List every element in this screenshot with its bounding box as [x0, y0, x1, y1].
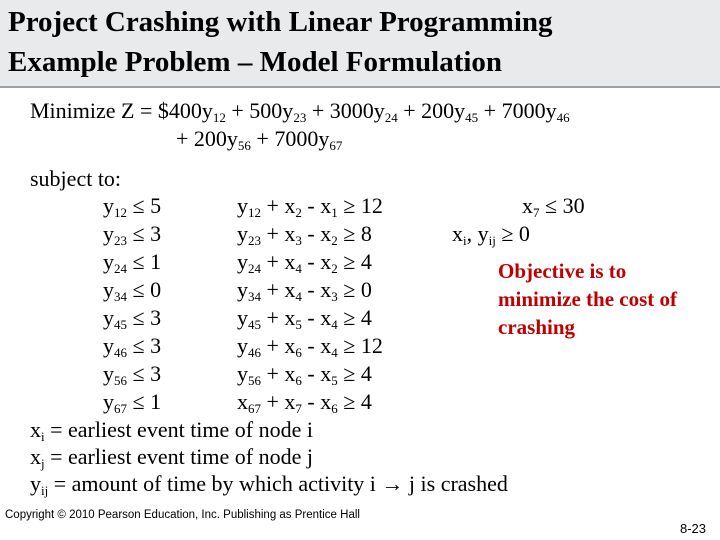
constraint-left: $y_{56} \le 3$ — [103, 361, 162, 388]
slide-title-line-1: Project Crashing with Linear Programming — [8, 6, 553, 38]
constraint-mid: $y_{23} + x_3 - x_2 \ge 8$ — [237, 221, 372, 248]
constraint-mid: $y_{56} + x_6 - x_5 \ge 4$ — [237, 361, 372, 388]
constraint-left: $y_{12} \le 5$ — [103, 193, 162, 220]
constraint-left: $y_{23} \le 3$ — [103, 221, 162, 248]
copyright-text: Copyright © 2010 Pearson Education, Inc. Publishing as Prentice Hall — [5, 509, 360, 521]
definition-line: $x_j$ = earliest event time of node j — [30, 444, 313, 471]
constraint-left: $y_{34} \le 0$ — [103, 277, 162, 304]
constraint-mid: $y_{12} + x_2 - x_1 \ge 12$ — [237, 193, 383, 220]
definition-line: $y_{ij}$ = amount of time by which activity i → j is crashed — [30, 471, 508, 498]
slide-title-band — [0, 0, 720, 88]
objective-function-line-1: Minimize $Z = \$400y_{12} + 500y_{23} + 3000y_{24} + 200y_{45} + 7000y_{46}$ — [30, 98, 570, 125]
constraint-left: $y_{24} \le 1$ — [103, 249, 162, 276]
page-number: 8-23 — [679, 521, 706, 536]
objective-note: Objective is to minimize the cost of crashing — [498, 259, 678, 339]
slide-title-line-2: Example Problem – Model Formulation — [8, 46, 503, 78]
constraint-mid: $y_{45} + x_5 - x_4 \ge 4$ — [237, 305, 372, 332]
constraint-mid: $y_{46} + x_6 - x_4 \ge 12$ — [237, 333, 383, 360]
constraint-right: $x_7 \le 30$ — [522, 193, 585, 220]
constraint-mid: $y_{24} + x_4 - x_2 \ge 4$ — [237, 249, 372, 276]
constraint-mid: $x_{67} + x_7 - x_6 \ge 4$ — [237, 389, 372, 416]
constraint-left: $y_{67} \le 1$ — [103, 389, 162, 416]
constraint-right: $x_i$, $y_{ij} \ge 0$ — [452, 221, 530, 248]
definition-line: $x_i$ = earliest event time of node i — [30, 417, 313, 444]
constraint-left: $y_{45} \le 3$ — [103, 305, 162, 332]
objective-function-line-2: + $200y_{56} + 7000y_{67}$ — [176, 126, 343, 153]
subject-to-label: subject to: — [30, 166, 122, 191]
constraint-mid: $y_{34} + x_4 - x_3 \ge 0$ — [237, 277, 372, 304]
constraint-left: $y_{46} \le 3$ — [103, 333, 162, 360]
